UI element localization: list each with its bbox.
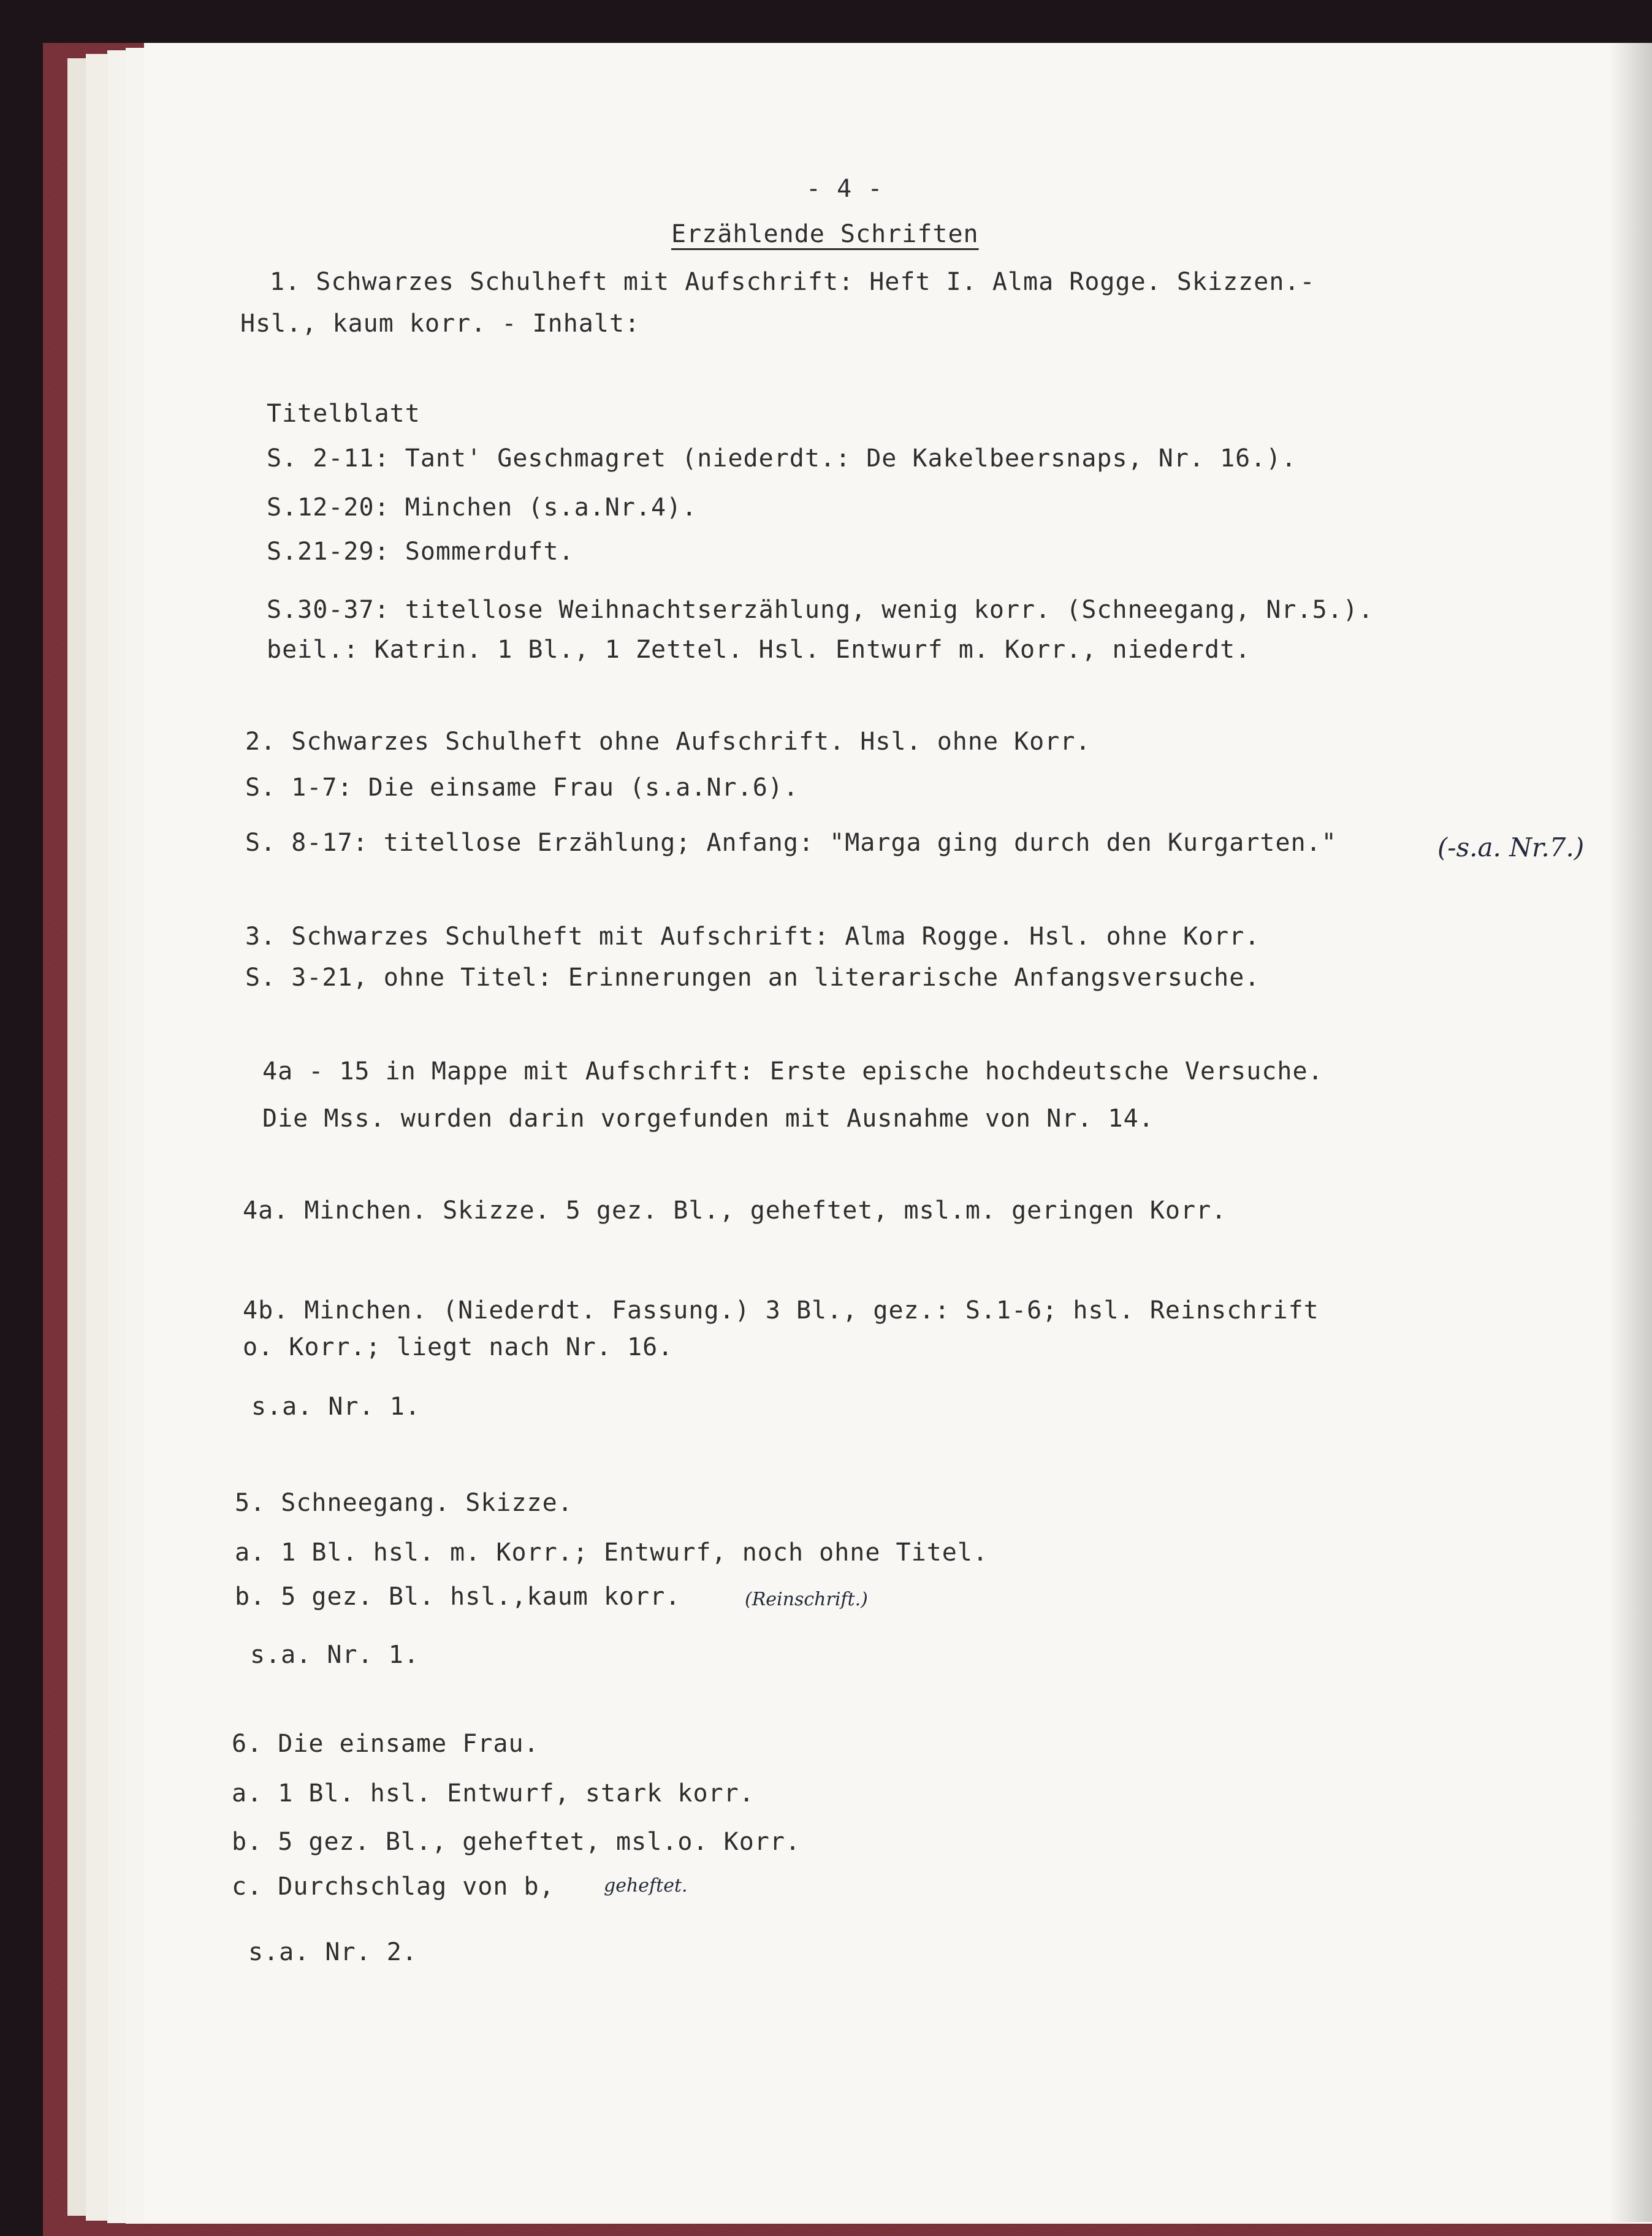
text-line: Hsl., kaum korr. - Inhalt: bbox=[240, 310, 641, 338]
text-line: beil.: Katrin. 1 Bl., 1 Zettel. Hsl. Entwurf m. Korr., niederdt. bbox=[267, 636, 1251, 664]
text-line: S. 8-17: titellose Erzählung; Anfang: "Marga ging durch den Kurgarten." bbox=[245, 829, 1337, 857]
page-number: - 4 - bbox=[806, 175, 883, 203]
text-line: Titelblatt bbox=[267, 400, 421, 428]
text-line: s.a. Nr. 2. bbox=[248, 1938, 417, 1966]
text-line: a. 1 Bl. hsl. Entwurf, stark korr. bbox=[232, 1779, 755, 1808]
text-line: o. Korr.; liegt nach Nr. 16. bbox=[243, 1333, 674, 1361]
text-line: 2. Schwarzes Schulheft ohne Aufschrift. Hsl. ohne Korr. bbox=[245, 728, 1091, 756]
text-line: S.30-37: titellose Weihnachtserzählung, wenig korr. (Schneegang, Nr.5.). bbox=[267, 596, 1374, 624]
text-line: c. Durchschlag von b, bbox=[232, 1873, 555, 1901]
text-line: s.a. Nr. 1. bbox=[251, 1393, 421, 1421]
text-line: 4b. Minchen. (Niederdt. Fassung.) 3 Bl., gez.: S.1-6; hsl. Reinschrift bbox=[243, 1296, 1319, 1325]
text-line: S. 2-11: Tant' Geschmagret (niederdt.: De Kakelbeersnaps, Nr. 16.). bbox=[267, 444, 1297, 473]
text-line: a. 1 Bl. hsl. m. Korr.; Entwurf, noch ohne Titel. bbox=[235, 1538, 989, 1567]
handwritten-note: (Reinschrift.) bbox=[745, 1589, 868, 1610]
text-line: Die Mss. wurden darin vorgefunden mit Ausnahme von Nr. 14. bbox=[262, 1105, 1154, 1133]
text-line: S.12-20: Minchen (s.a.Nr.4). bbox=[267, 493, 698, 522]
handwritten-note: (-s.a. Nr.7.) bbox=[1437, 832, 1585, 862]
page-gutter-shadow bbox=[1609, 43, 1652, 2222]
text-line: 1. Schwarzes Schulheft mit Aufschrift: Heft I. Alma Rogge. Skizzen.- bbox=[270, 268, 1315, 296]
text-line: 6. Die einsame Frau. bbox=[232, 1730, 539, 1758]
text-line: b. 5 gez. Bl. hsl.,kaum korr. bbox=[235, 1583, 681, 1611]
text-line: s.a. Nr. 1. bbox=[250, 1641, 419, 1669]
text-line: b. 5 gez. Bl., geheftet, msl.o. Korr. bbox=[232, 1828, 801, 1856]
text-line: S. 3-21, ohne Titel: Erinnerungen an literarische Anfangsversuche. bbox=[245, 964, 1260, 992]
text-line: 4a - 15 in Mappe mit Aufschrift: Erste epische hochdeutsche Versuche. bbox=[262, 1057, 1323, 1086]
text-line: 5. Schneegang. Skizze. bbox=[235, 1489, 573, 1517]
section-heading: Erzählende Schriften bbox=[671, 220, 979, 248]
handwritten-note: geheftet. bbox=[604, 1875, 688, 1896]
text-line: S.21-29: Sommerduft. bbox=[267, 538, 574, 566]
text-line: S. 1-7: Die einsame Frau (s.a.Nr.6). bbox=[245, 774, 799, 802]
text-line: 4a. Minchen. Skizze. 5 gez. Bl., geheftet, msl.m. geringen Korr. bbox=[243, 1196, 1227, 1225]
text-line: 3. Schwarzes Schulheft mit Aufschrift: Alma Rogge. Hsl. ohne Korr. bbox=[245, 922, 1260, 951]
